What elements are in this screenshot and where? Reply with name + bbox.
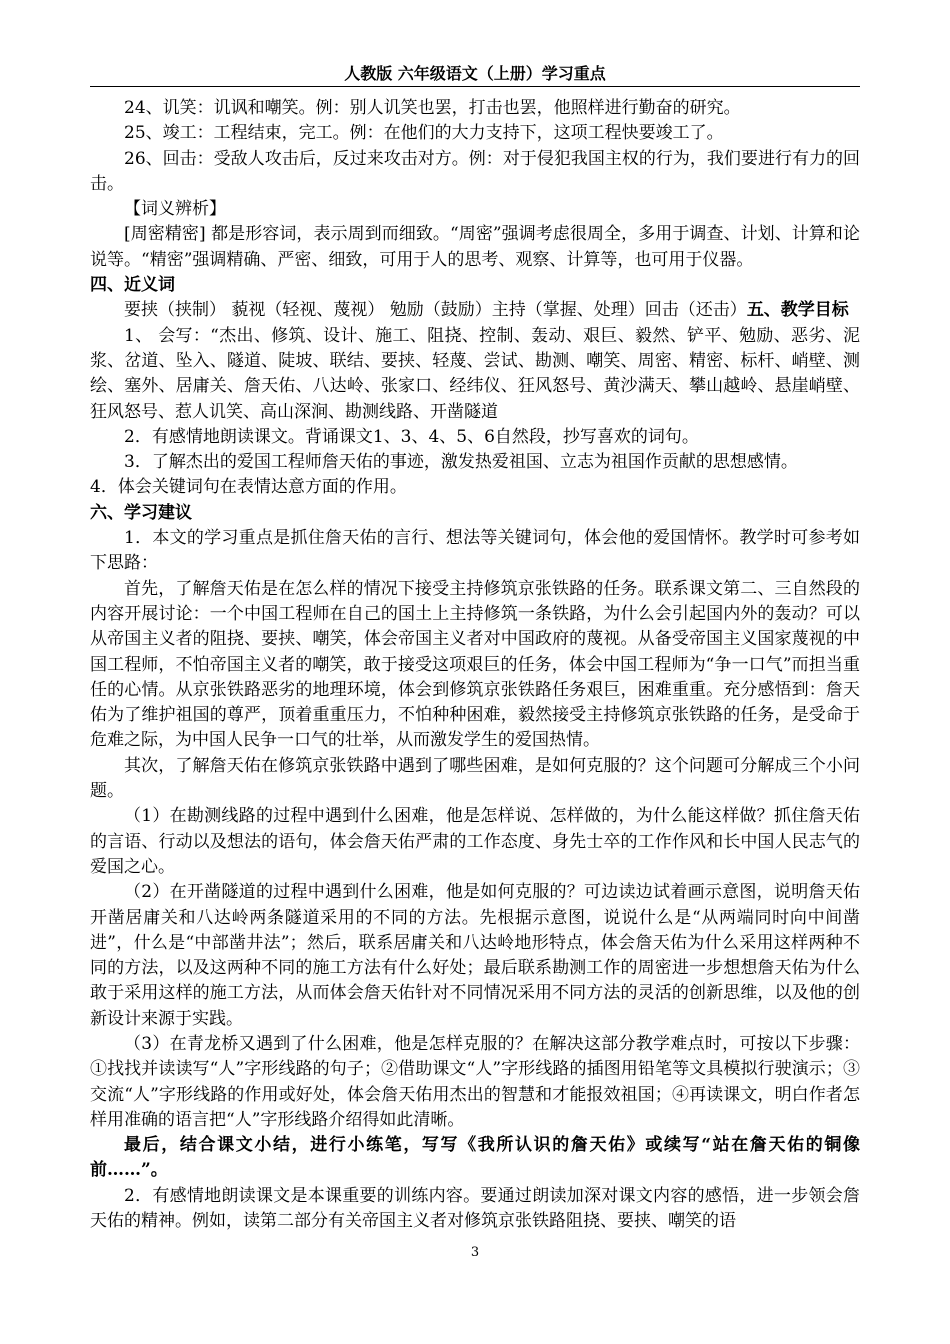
section-4-heading: 四、近义词: [90, 275, 175, 296]
advice-p6: （3）在青龙桥又遇到了什么困难，他是怎样克服的？在解决这部分教学难点时，可按以下步骤：①找找并读读写“人”字形线路的句子；②借助课文“人”字形线路的插图用铅笔等文具模拟行驶演示；③交流“人”字形线路的作用或好处，体会詹天佑用杰出的智慧和才能报效祖国；④再读课文，明白作者怎样用准确的语言把“人”字形线路介绍得如此清晰。: [90, 1033, 860, 1130]
advice-p7: 最后，结合课文小结，进行小练笔，写写《我所认识的詹天佑》或续写“站在詹天佑的铜像前……”。: [90, 1135, 860, 1181]
advice-p8: 2．有感情地朗读课文是本课重要的训练内容。要通过朗读加深对课文内容的感悟，进一步领会詹天佑的精神。例如，读第二部分有关帝国主义者对修筑京张铁路阻挠、要挟、嘲笑的语: [90, 1185, 860, 1232]
section-6-heading: 六、学习建议: [90, 502, 192, 523]
vocab-item-26: 26、回击：受敌人攻击后，反过来攻击对方。例：对于侵犯我国主权的行为，我们要进行有力的回击。: [90, 148, 860, 194]
document-body: [90, 96, 860, 1234]
word-analysis-text: [周密精密] 都是形容词，表示周到而细致。“周密”强调考虑很周全，多用于调查、计划、计算和论说等。“精密”强调精确、严密、细致，可用于人的思考、观察、计算等，也可用于仪器。: [90, 224, 860, 270]
page-number: 3: [470, 1245, 480, 1260]
word-analysis-heading: 【词义辨析】: [124, 199, 226, 220]
synonyms-text: 要挟（挟制） 藐视（轻视、蔑视） 勉励（鼓励）主持（掌握、处理）回击（还击）: [124, 300, 747, 321]
synonyms-line: [90, 298, 860, 323]
goal-2: 2．有感情地朗读课文。背诵课文1、3、4、5、6自然段，抄写喜欢的词句。: [124, 426, 699, 447]
advice-p2: 首先，了解詹天佑是在怎么样的情况下接受主持修筑京张铁路的任务。联系课文第二、三自然段的内容开展讨论：一个中国工程师在自己的国土上主持修筑一条铁路，为什么会引起国内外的轰动？可以从帝国主义者的阻挠、要挟、嘲笑，体会帝国主义者对中国政府的蔑视。从备受帝国主义国家蔑视的中国工程师，不怕帝国主义者的嘲笑，敢于接受这项艰巨的任务，体会中国工程师为“争一口气”而担当重任的心情。从京张铁路恶劣的地理环境，体会到修筑京张铁路任务艰巨，困难重重。充分感悟到：詹天佑为了维护祖国的尊严，顶着重重压力，不怕种种困难，毅然接受主持修筑京张铁路的任务，是受命于危难之际，为中国人民争一口气的壮举，从而激发学生的爱国热情。: [90, 578, 860, 751]
advice-p4: （1）在勘测线路的过程中遇到什么困难，他是怎样说、怎样做的，为什么能这样做？抓住詹天佑的言语、行动以及想法的语句，体会詹天佑严肃的工作态度、身先士卒的工作作风和长中国人民志气的爱国之心。: [90, 806, 860, 877]
vocab-item-25: 25、竣工：工程结束，完工。例：在他们的大力支持下，这项工程快要竣工了。: [124, 123, 724, 144]
advice-p5: （2）在开凿隧道的过程中遇到什么困难，他是如何克服的？可边读边试着画示意图，说明詹天佑开凿居庸关和八达岭两条隧道采用的不同的方法。先根据示意图，说说什么是“从两端同时向中间凿进”，什么是“中部凿井法”；然后，联系居庸关和八达岭地形特点，体会詹天佑为什么采用这样两种不同的方法，以及这两种不同的施工方法有什么好处；最后联系勘测工作的周密进一步想想詹天佑为什么敢于采用这样的施工方法，从而体会詹天佑针对不同情况采用不同方法的灵活的创新思维，以及他的创新设计来源于实践。: [90, 882, 860, 1029]
advice-p1: 1．本文的学习重点是抓住詹天佑的言行、想法等关键词句，体会他的爱国情怀。教学时可参考如下思路：: [90, 528, 860, 574]
page-header: 人教版 六年级语文（上册）学习重点: [90, 62, 860, 87]
goal-1: 1、 会写：“杰出、修筑、设计、施工、阻挠、控制、轰动、艰巨、毅然、铲平、勉励、恶劣、泥浆、岔道、坠入、隧道、陡坡、联结、要挟、轻蔑、尝试、勘测、嘲笑、周密、精密、标杆、峭壁、测绘、塞外、居庸关、詹天佑、八达岭、张家口、经纬仪、狂风怒号、黄沙满天、攀山越岭、悬崖峭壁、狂风怒号、惹人讥笑、高山深涧、勘测线路、开凿隧道: [90, 325, 860, 422]
advice-p3: 其次，了解詹天佑在修筑京张铁路中遇到了哪些困难，是如何克服的？这个问题可分解成三个小问题。: [90, 755, 860, 802]
goal-3: 3．了解杰出的爱国工程师詹天佑的事迹，激发热爱祖国、立志为祖国作贡献的思想感情。: [124, 452, 798, 473]
vocab-item-24: 24、讥笑：讥讽和嘲笑。例：别人讥笑也罢，打击也罢，他照样进行勤奋的研究。: [124, 98, 741, 118]
section-5-heading: 五、教学目标: [746, 300, 849, 321]
goal-4: 4．体会关键词句在表情达意方面的作用。: [90, 477, 407, 498]
